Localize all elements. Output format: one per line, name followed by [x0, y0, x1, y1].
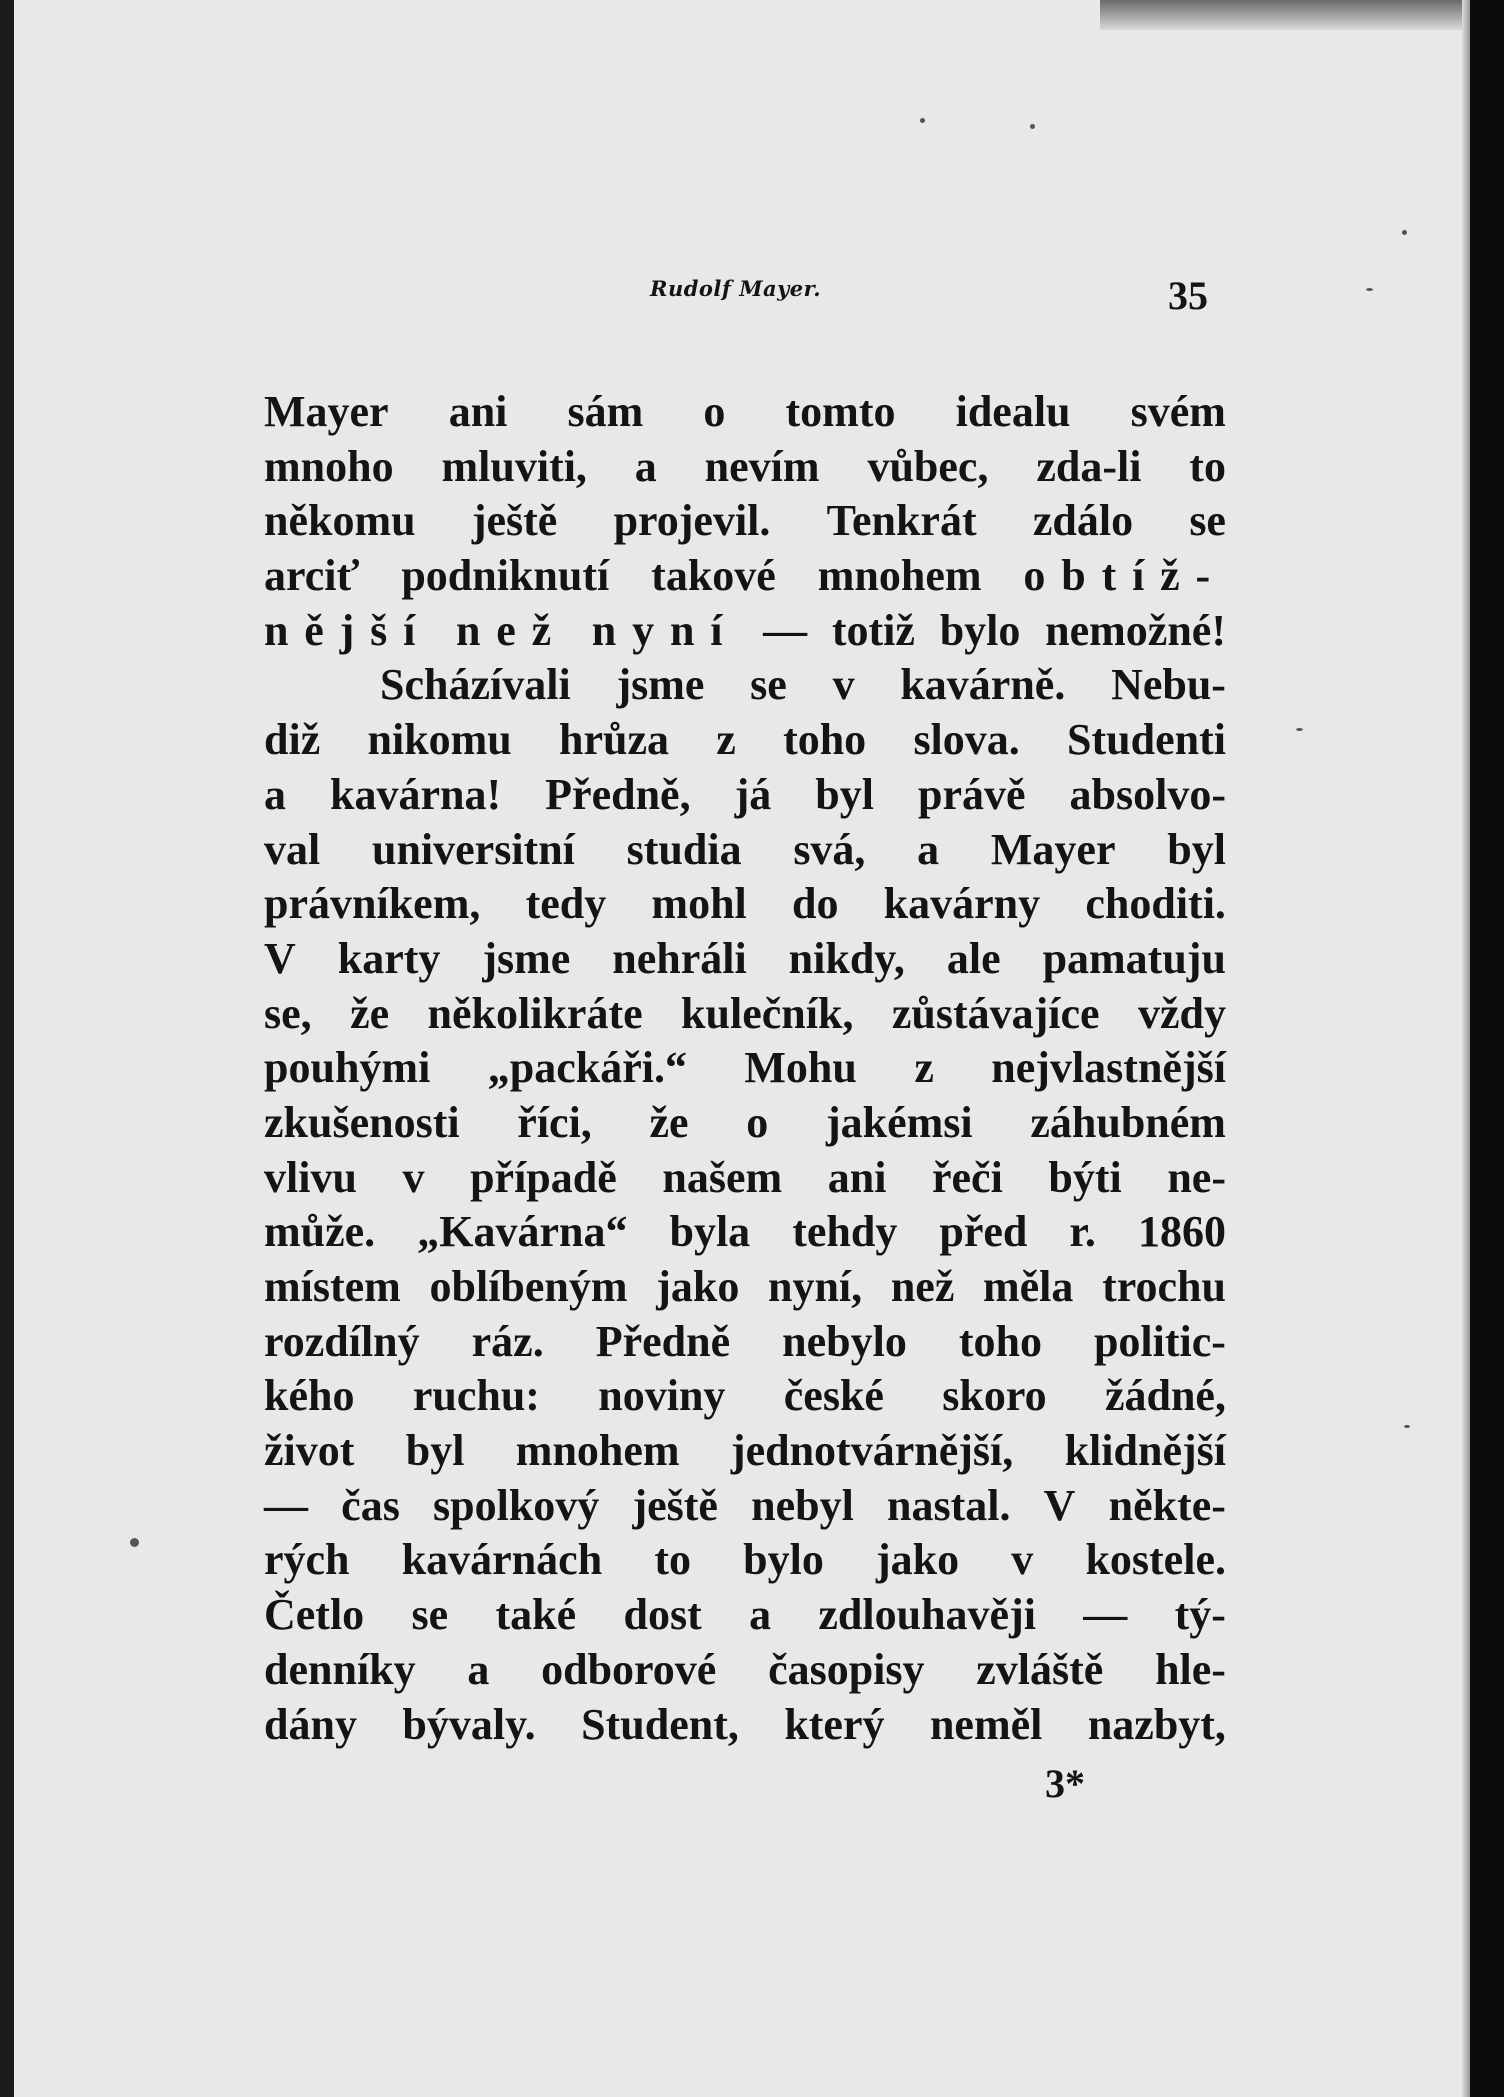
word: Mayer — [990, 824, 1116, 874]
word: V — [264, 933, 296, 983]
word: politic- — [1093, 1316, 1226, 1366]
word: mnoho — [264, 441, 394, 491]
word: nastal. — [887, 1480, 1011, 1530]
word: se — [750, 660, 787, 710]
word: dost — [623, 1590, 702, 1640]
word: život — [264, 1426, 355, 1476]
word: to — [1189, 441, 1226, 491]
word: kavárny — [883, 879, 1041, 929]
word: projevil. — [613, 496, 771, 546]
text-line — [264, 987, 1226, 1042]
word: zdálo — [1032, 496, 1134, 546]
text-line — [264, 877, 1226, 932]
word: jako — [876, 1535, 960, 1585]
word: noviny — [598, 1371, 726, 1421]
word: byl — [1167, 824, 1226, 874]
word: a — [264, 769, 286, 819]
word: Předně — [595, 1316, 731, 1366]
word: také — [495, 1590, 577, 1640]
word: obtíž- — [1023, 551, 1226, 601]
word: mluviti, — [441, 441, 587, 491]
scan-speck — [1404, 1425, 1410, 1428]
text-line — [264, 1369, 1226, 1424]
word: ruchu: — [412, 1371, 540, 1421]
word: nevím — [704, 441, 820, 491]
word: spolkový — [433, 1480, 600, 1530]
word: mohl — [651, 879, 747, 929]
word: a — [917, 824, 940, 874]
word: pouhými — [264, 1043, 431, 1093]
word: nikomu — [367, 715, 512, 765]
word: ani — [827, 1152, 887, 1202]
text-line — [264, 385, 1226, 440]
word: hrůza — [559, 715, 670, 765]
word: jednotvárnější, — [730, 1426, 1014, 1476]
word: toho — [958, 1316, 1042, 1366]
word: se, — [264, 988, 312, 1038]
word: nyní — [591, 605, 739, 655]
word: případě — [470, 1152, 617, 1202]
word: 1860 — [1137, 1207, 1226, 1257]
word: čas — [341, 1480, 400, 1530]
word: ještě — [632, 1480, 718, 1530]
word: r. — [1069, 1207, 1096, 1257]
word: tehdy — [792, 1207, 898, 1257]
word: universitní — [371, 824, 575, 874]
word: nehráli — [612, 933, 747, 983]
word: Studenti — [1067, 715, 1226, 765]
text-line — [264, 604, 1226, 659]
word: o — [703, 387, 726, 436]
word: nikdy, — [788, 933, 905, 983]
text-line — [264, 440, 1226, 495]
text-line — [264, 549, 1226, 604]
word: že — [649, 1097, 689, 1147]
text-line — [264, 1260, 1226, 1315]
word: svá, — [793, 824, 866, 874]
text-line — [264, 658, 1226, 713]
word: ještě — [471, 496, 558, 546]
word: zkušenosti — [264, 1097, 460, 1147]
word: z — [914, 1043, 934, 1093]
word: ani — [448, 387, 508, 436]
word: několikráte — [427, 988, 643, 1038]
scan-edge-top — [1100, 0, 1504, 30]
text-line — [264, 1096, 1226, 1151]
text-line — [264, 768, 1226, 823]
word: kavárně. — [900, 660, 1066, 710]
word: val — [264, 824, 321, 874]
word: bylo — [743, 1535, 824, 1585]
word: právníkem, — [264, 879, 481, 929]
word: toho — [783, 715, 867, 765]
text-line — [264, 1315, 1226, 1370]
signature-mark: 3* — [1045, 1761, 1085, 1806]
word: — — [264, 1480, 308, 1530]
word: neměl — [929, 1699, 1043, 1749]
text-line — [264, 932, 1226, 987]
word: „packáři.“ — [487, 1043, 687, 1093]
word: české — [783, 1371, 884, 1421]
word: rozdílný — [264, 1316, 420, 1366]
word: pamatuju — [1042, 933, 1226, 983]
text-line — [264, 1424, 1226, 1479]
word: nyní, — [767, 1262, 863, 1311]
word: V — [1043, 1480, 1076, 1530]
word: tý- — [1174, 1590, 1226, 1640]
word: do — [791, 879, 839, 929]
word: časopisy — [768, 1644, 925, 1694]
word: trochu — [1102, 1262, 1226, 1311]
word: než — [455, 605, 568, 655]
word: denníky — [264, 1644, 416, 1694]
word: odborové — [541, 1644, 717, 1694]
word: Mohu — [744, 1043, 857, 1093]
scan-speck — [920, 118, 925, 123]
word: takové — [651, 551, 776, 601]
word: a — [634, 441, 657, 491]
word: svém — [1130, 387, 1226, 436]
text-line — [264, 823, 1226, 878]
word: skoro — [942, 1371, 1047, 1421]
word: byla — [669, 1207, 751, 1257]
text-line — [264, 1479, 1226, 1534]
word: nazbyt, — [1087, 1699, 1226, 1749]
word: idealu — [955, 387, 1071, 436]
text-line — [264, 713, 1226, 768]
word: zda-li — [1036, 441, 1142, 491]
scan-speck — [130, 1538, 139, 1547]
scan-speck — [1296, 728, 1303, 731]
word: zdlouhavěji — [818, 1590, 1036, 1640]
word: někomu — [264, 496, 416, 546]
word: podniknutí — [401, 551, 610, 601]
word: nebyl — [751, 1480, 854, 1530]
word: sám — [567, 387, 644, 436]
word: nemožné! — [1045, 605, 1226, 655]
word: se — [1189, 496, 1226, 546]
word: záhubném — [1030, 1097, 1226, 1147]
word: nebylo — [782, 1316, 907, 1366]
word: diž — [264, 715, 321, 765]
word: než — [890, 1262, 955, 1311]
text-line — [264, 1533, 1226, 1588]
word: — — [1083, 1590, 1128, 1640]
word: — — [763, 605, 808, 655]
word: jsme — [616, 660, 705, 710]
text-line — [264, 1205, 1226, 1260]
word: vlivu — [264, 1152, 357, 1202]
word: kostele. — [1085, 1535, 1226, 1585]
word: před — [939, 1207, 1028, 1257]
word: kého — [264, 1371, 355, 1421]
word: se — [411, 1590, 449, 1640]
running-head: Rudolf Mayer. — [650, 276, 822, 301]
word: v — [832, 660, 855, 710]
word: tomto — [785, 387, 896, 436]
word: nejvlastnější — [991, 1043, 1226, 1093]
word: a — [467, 1644, 490, 1694]
word: byl — [405, 1426, 465, 1476]
text-line — [264, 1643, 1226, 1698]
word: choditi. — [1085, 879, 1226, 929]
word: zvláště — [976, 1644, 1104, 1694]
word: vždy — [1137, 988, 1226, 1038]
word: nější — [264, 605, 432, 655]
word: to — [654, 1535, 691, 1585]
word: že — [350, 988, 390, 1038]
word: kavárnách — [401, 1535, 603, 1585]
word: byl — [815, 769, 874, 819]
text-line — [264, 1698, 1226, 1753]
word: v — [1011, 1535, 1034, 1585]
word: a — [749, 1590, 772, 1640]
word: říci, — [517, 1097, 592, 1147]
word: oblíbeným — [429, 1262, 628, 1311]
text-line — [264, 1588, 1226, 1643]
word: dány — [264, 1699, 357, 1749]
word: arciť — [264, 551, 360, 601]
word: tedy — [525, 879, 607, 929]
word: totiž — [831, 605, 915, 655]
word: zůstávajíce — [891, 988, 1100, 1038]
scan-edge-right — [1470, 0, 1504, 2097]
word: mnohem — [817, 551, 982, 601]
word: ale — [946, 933, 1001, 983]
scan-edge-right-shadow — [1462, 0, 1470, 2097]
word: mnohem — [515, 1426, 680, 1476]
word: hle- — [1155, 1644, 1226, 1694]
word: Nebu- — [1111, 660, 1226, 710]
word: Předně, — [545, 769, 691, 819]
word: já — [734, 769, 772, 819]
word: klidnější — [1064, 1426, 1226, 1476]
word: „Kavárna“ — [417, 1207, 628, 1257]
page-number: 35 — [1168, 273, 1208, 318]
word: z — [716, 715, 736, 765]
word: Scházívali — [380, 660, 571, 710]
word: Student, — [581, 1699, 739, 1749]
word: slova. — [913, 715, 1020, 765]
scan-speck — [1366, 288, 1373, 291]
word: bylo — [939, 605, 1021, 655]
word: místem — [264, 1262, 401, 1311]
word: našem — [662, 1152, 783, 1202]
word: kavárna! — [330, 769, 502, 819]
word: Tenkrát — [826, 496, 977, 546]
word: absolvo- — [1069, 769, 1226, 819]
word: studia — [626, 824, 742, 874]
body-text — [264, 385, 1226, 1752]
word: ráz. — [471, 1316, 544, 1366]
word: bývaly. — [402, 1699, 536, 1749]
scan-speck — [1030, 124, 1035, 129]
word: jsme — [482, 933, 571, 983]
word: o — [746, 1097, 769, 1147]
word: právě — [917, 769, 1026, 819]
text-line — [264, 1041, 1226, 1096]
word: jako — [656, 1262, 740, 1311]
word: ne- — [1167, 1152, 1226, 1202]
text-line — [264, 494, 1226, 549]
scan-speck — [1402, 230, 1407, 235]
word: karty — [337, 933, 441, 983]
text-line — [264, 1151, 1226, 1206]
word: jakémsi — [825, 1097, 973, 1147]
word: řeči — [932, 1152, 1003, 1202]
word: žádné, — [1104, 1371, 1226, 1421]
word: Mayer — [264, 387, 389, 436]
word: v — [402, 1152, 425, 1202]
scan-edge-left — [0, 0, 14, 2097]
word: který — [784, 1699, 885, 1749]
word: rých — [264, 1535, 350, 1585]
word: někte- — [1108, 1480, 1226, 1530]
word: může. — [264, 1207, 376, 1257]
word: kulečník, — [681, 988, 854, 1038]
word: měla — [983, 1262, 1074, 1311]
word: Četlo — [264, 1590, 365, 1640]
word: vůbec, — [867, 441, 989, 491]
word: býti — [1048, 1152, 1122, 1202]
